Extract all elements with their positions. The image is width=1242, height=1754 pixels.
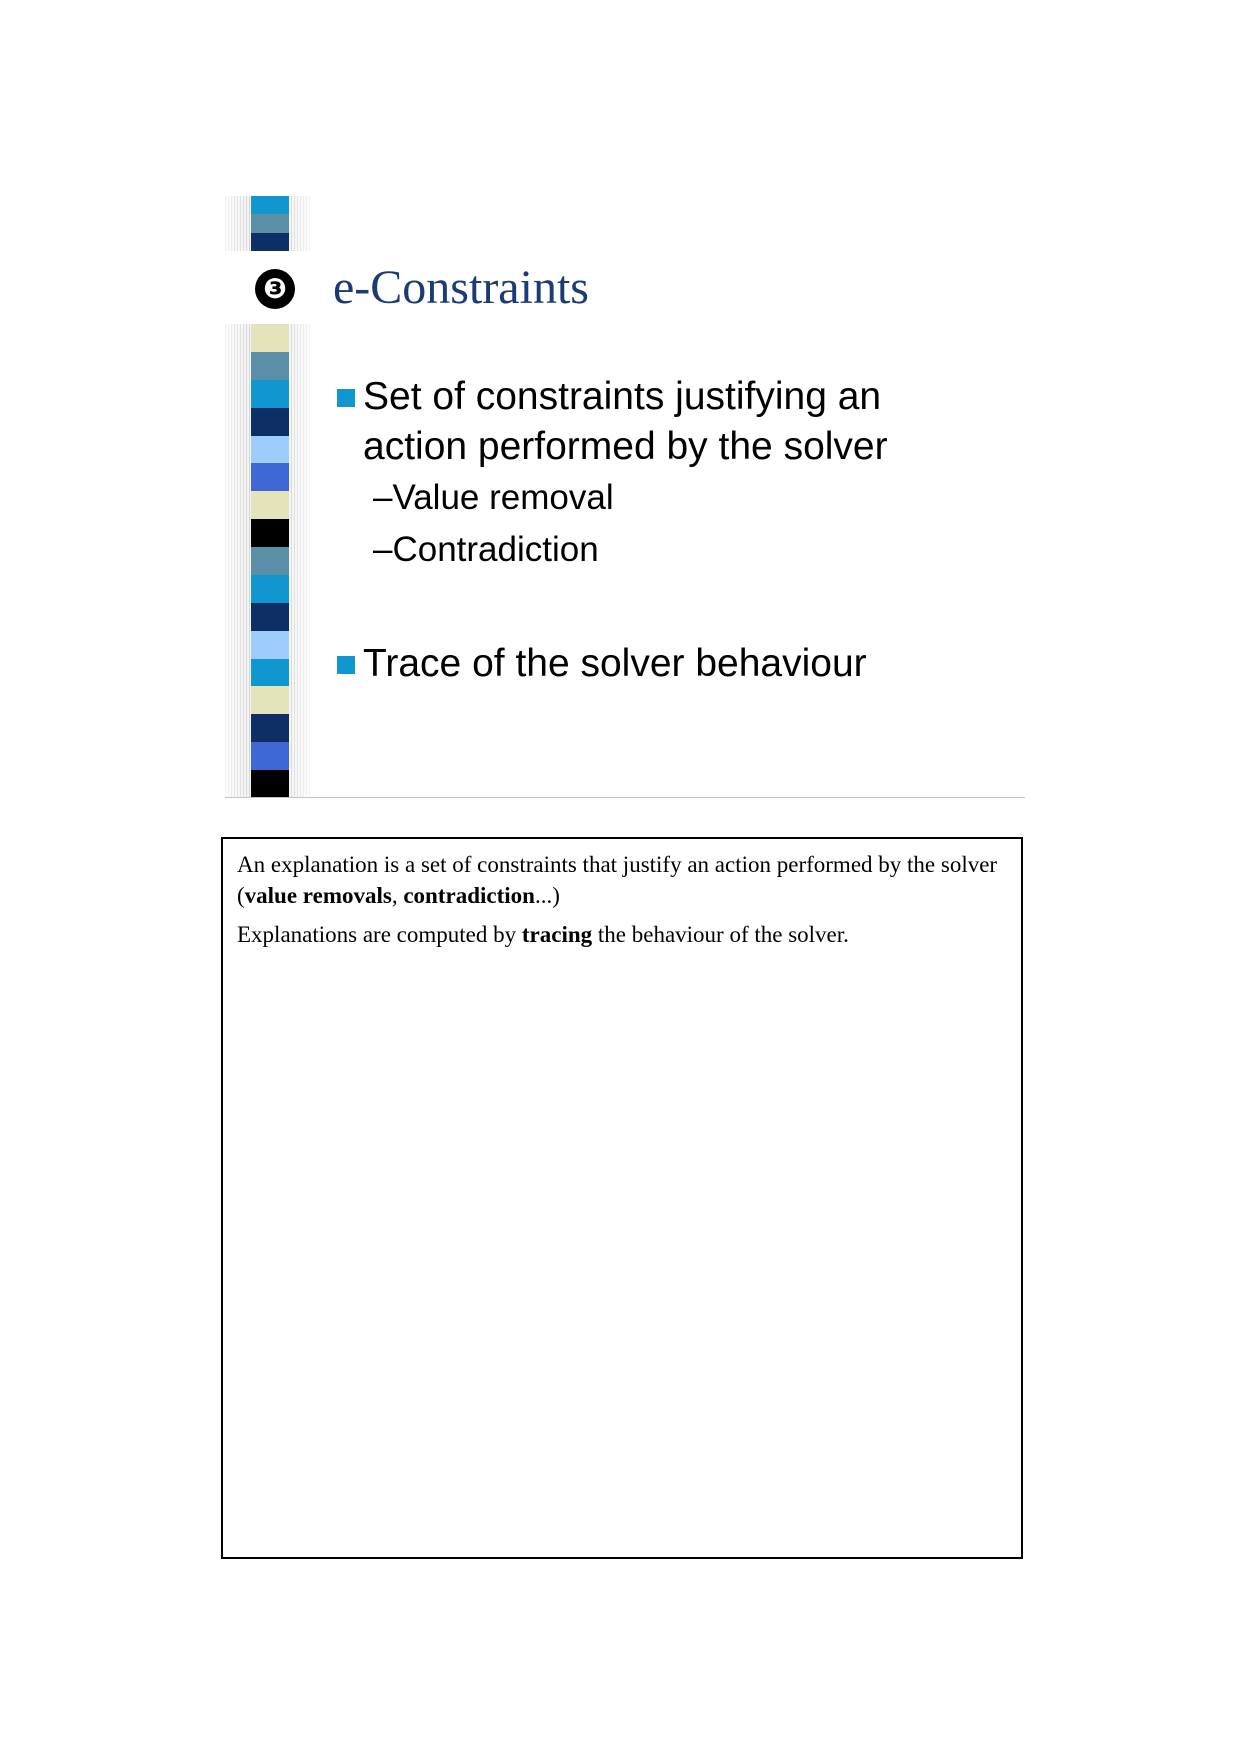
notes-paragraph: An explanation is a set of constraints that justify an action performed by the solver (value removals, contradiction...) — [237, 852, 998, 908]
stripe-block — [251, 463, 289, 491]
stripe-block — [251, 770, 289, 798]
stripe-block — [251, 547, 289, 575]
bullet-square-icon — [337, 389, 355, 407]
stripe-block — [251, 408, 289, 436]
notes-paragraph: Explanations are computed by tracing the behaviour of the solver. — [237, 922, 849, 947]
number-three-icon: ❸ — [255, 269, 295, 309]
stripe-block — [251, 233, 289, 251]
stripe-block — [251, 686, 289, 714]
decorative-stripe-top — [225, 196, 311, 251]
stripe-block — [251, 631, 289, 659]
bullet-line: action performed by the solver — [363, 425, 888, 468]
stripe-block — [251, 659, 289, 687]
stripe-block — [251, 491, 289, 519]
notes-box — [221, 837, 1023, 1559]
bullet-line: Set of constraints justifying an — [363, 375, 882, 418]
stripe-block — [251, 742, 289, 770]
stripe-block — [251, 380, 289, 408]
stripe-block — [251, 352, 289, 380]
bullet-square-icon — [337, 656, 355, 674]
decorative-stripe-main — [225, 324, 311, 798]
bullet-line: Trace of the solver behaviour — [363, 642, 867, 685]
slide-bottom-rule — [225, 797, 1025, 798]
stripe-block — [251, 196, 289, 214]
stripe-block — [251, 603, 289, 631]
stripe-block — [251, 714, 289, 742]
slide-title: e-Constraints — [333, 261, 589, 314]
stripe-block — [251, 575, 289, 603]
stripe-block — [251, 324, 289, 352]
stripe-block — [251, 519, 289, 547]
stripe-block — [251, 214, 289, 232]
slide — [225, 196, 1025, 798]
sub-bullet: –Value removal — [373, 478, 614, 517]
stripe-block — [251, 436, 289, 464]
sub-bullet: –Contradiction — [373, 530, 599, 569]
